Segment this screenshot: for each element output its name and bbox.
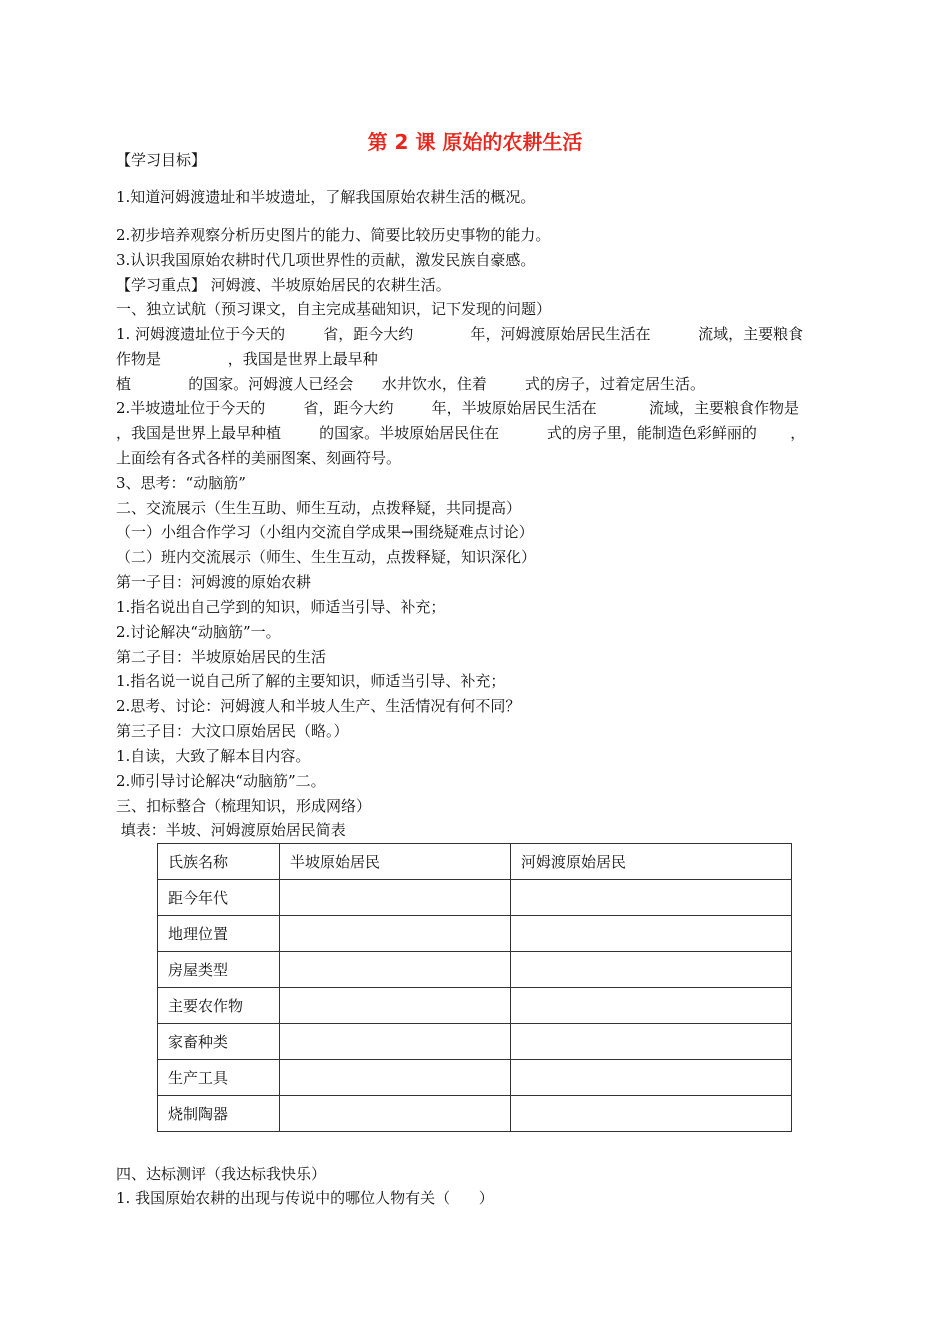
blank-cell[interactable] (511, 952, 792, 988)
text-line: 2.初步培养观察分析历史图片的能力、简要比较历史事物的能力。 (116, 226, 551, 244)
text-line: 二、交流展示（生生互助、师生互动，点拨释疑，共同提高） (116, 499, 522, 517)
blank-cell[interactable] (280, 1096, 511, 1132)
row-label: 主要农作物 (158, 988, 280, 1024)
text-line: 3、思考：“动脑筋” (116, 474, 246, 492)
table-row (158, 952, 792, 988)
table-row (158, 1024, 792, 1060)
table-row (158, 1096, 792, 1132)
text-line: 上面绘有各式各样的美丽图案、刻画符号。 (116, 449, 402, 467)
text-line: 一、独立试航（预习课文，自主完成基础知识，记下发现的问题） (116, 300, 552, 318)
row-label: 房屋类型 (158, 952, 280, 988)
text-line: 三、扣标整合（梳理知识，形成网络） (116, 797, 372, 815)
row-label: 烧制陶器 (158, 1096, 280, 1132)
text-line: 第一子目：河姆渡的原始农耕 (116, 573, 312, 591)
text-line: 四、达标测评（我达标我快乐） (116, 1165, 327, 1183)
table-row (158, 988, 792, 1024)
text-line: （一）小组合作学习（小组内交流自学成果→围绕疑难点讨论） (116, 523, 534, 541)
blank-cell[interactable] (511, 1060, 792, 1096)
text-line: ，我国是世界上最早种植 的国家。半坡原始居民住在 式的房子里，能制造色彩鲜丽的 ， (116, 424, 806, 442)
blank-cell[interactable] (511, 880, 792, 916)
table-header-row (158, 844, 792, 880)
row-label: 家畜种类 (158, 1024, 280, 1060)
text-line: 填表：半坡、河姆渡原始居民简表 (116, 821, 346, 839)
text-line: 【学习重点】 河姆渡、半坡原始居民的农耕生活。 (116, 276, 451, 294)
text-line: 1.指名说出自己学到的知识，师适当引导、补充； (116, 598, 446, 616)
table-header-cell: 半坡原始居民 (280, 844, 511, 880)
row-label: 距今年代 (158, 880, 280, 916)
text-line: 1. 我国原始农耕的出现与传说中的哪位人物有关（ ） (116, 1189, 494, 1207)
text-line: 2.半坡遗址位于今天的 省，距今大约 年，半坡原始居民生活在 流域，主要粮食作物是 (116, 399, 800, 417)
text-line: 2.思考、讨论：河姆渡人和半坡人生产、生活情况有何不同？ (116, 697, 521, 715)
text-line: 1.指名说一说自己所了解的主要知识，师适当引导、补充； (116, 672, 506, 690)
table-header-cell: 氏族名称 (158, 844, 280, 880)
text-line: 3.认识我国原始农耕时代几项世界性的贡献，激发民族自豪感。 (116, 251, 536, 269)
text-line: 2.师引导讨论解决“动脑筋”二。 (116, 772, 326, 790)
text-line: 【学习目标】 (116, 151, 207, 169)
text-line: 作物是 ，我国是世界上最早种 (116, 350, 378, 368)
text-line: 2.讨论解决“动脑筋”一。 (116, 623, 281, 641)
text-line: 1.自读，大致了解本目内容。 (116, 747, 311, 765)
blank-cell[interactable] (280, 880, 511, 916)
text-line: 1. 河姆渡遗址位于今天的 省，距今大约 年，河姆渡原始居民生活在 流域，主要粮食 (116, 325, 804, 343)
blank-cell[interactable] (280, 952, 511, 988)
blank-cell[interactable] (280, 988, 511, 1024)
table-row (158, 916, 792, 952)
blank-cell[interactable] (280, 1060, 511, 1096)
table-row (158, 880, 792, 916)
text-line: 1.知道河姆渡遗址和半坡遗址，了解我国原始农耕生活的概况。 (116, 188, 536, 206)
summary-table (157, 843, 792, 1132)
blank-cell[interactable] (280, 1024, 511, 1060)
text-line: （二）班内交流展示（师生、生生互动，点拨释疑，知识深化） (116, 548, 537, 566)
blank-cell[interactable] (511, 1024, 792, 1060)
table-row (158, 1060, 792, 1096)
blank-cell[interactable] (511, 1096, 792, 1132)
text-line: 第二子目：半坡原始居民的生活 (116, 648, 327, 666)
blank-cell[interactable] (511, 916, 792, 952)
blank-cell[interactable] (280, 916, 511, 952)
row-label: 生产工具 (158, 1060, 280, 1096)
row-label: 地理位置 (158, 916, 280, 952)
text-line: 第三子目：大汶口原始居民（略。） (116, 722, 349, 740)
blank-cell[interactable] (511, 988, 792, 1024)
table-header-cell: 河姆渡原始居民 (511, 844, 792, 880)
text-line: 植 的国家。河姆渡人已经会 水井饮水，住着 式的房子，过着定居生活。 (116, 375, 705, 393)
page-title: 第 2 课 原始的农耕生活 (367, 130, 583, 154)
